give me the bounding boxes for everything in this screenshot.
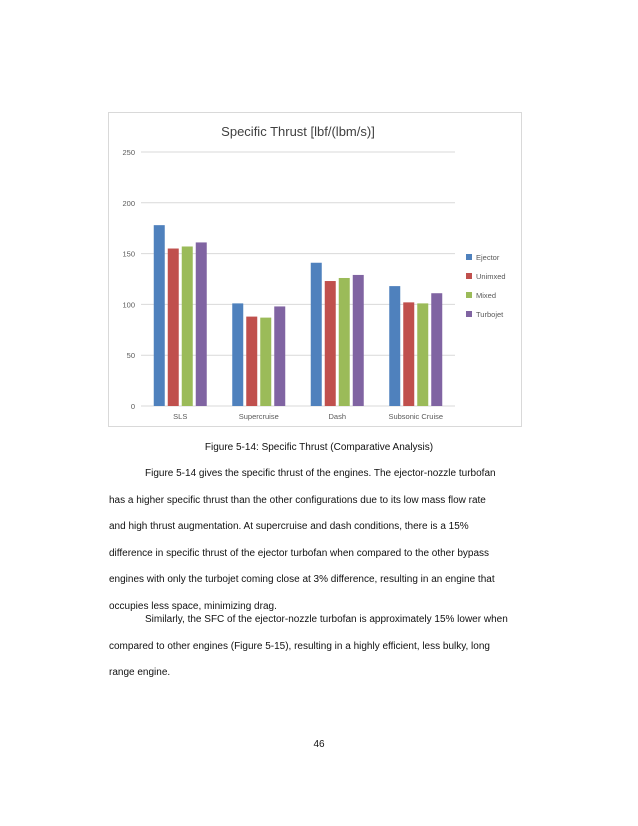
- bar-unimxed-sls: [168, 249, 179, 406]
- y-tick-label: 200: [122, 198, 135, 208]
- paragraph-line: Similarly, the SFC of the ejector-nozzle turbofan is approximately 15% lower when: [145, 614, 508, 625]
- bar-mixed-subsonic-cruise: [417, 303, 428, 406]
- paragraph-1: [109, 461, 529, 620]
- x-tick-label: Dash: [328, 412, 347, 421]
- paragraph-line: compared to other engines (Figure 5-15), resulting in a highly efficient, less bulky, long: [109, 640, 490, 652]
- legend-label: Ejector: [476, 253, 500, 262]
- bar-turbojet-dash: [353, 275, 364, 406]
- x-tick-label: SLS: [173, 412, 188, 421]
- y-tick-label: 250: [122, 148, 135, 157]
- bar-mixed-supercruise: [260, 318, 271, 406]
- legend-label: Mixed: [476, 291, 497, 300]
- legend-label: Unimxed: [476, 272, 506, 281]
- bar-ejector-supercruise: [232, 303, 243, 406]
- bar-turbojet-subsonic-cruise: [431, 293, 442, 406]
- paragraph-line: Figure 5-14 gives the specific thrust of the engines. The ejector-nozzle turbofan: [145, 468, 496, 479]
- bar-mixed-sls: [182, 246, 193, 406]
- bar-ejector-sls: [154, 225, 165, 406]
- bar-unimxed-subsonic-cruise: [403, 302, 414, 406]
- bar-ejector-subsonic-cruise: [389, 286, 400, 406]
- paragraph-2: [109, 607, 529, 687]
- figure-caption: Figure 5-14: Specific Thrust (Comparative Analysis): [204, 442, 434, 453]
- legend-swatch: [466, 273, 472, 279]
- paragraph-line: and high thrust augmentation. At supercruise and dash conditions, there is a 15%: [109, 521, 469, 532]
- y-tick-label: 0: [130, 402, 135, 411]
- y-tick-label: 50: [126, 351, 135, 361]
- paragraph-line: occupies less space, minimizing drag.: [109, 600, 277, 612]
- chart-frame: [108, 112, 522, 427]
- legend-swatch: [466, 311, 472, 317]
- paragraph-line: has a higher specific thrust than the other configurations due to its low mass flow rate: [109, 494, 486, 506]
- bar-ejector-dash: [311, 263, 322, 406]
- legend-label: Turbojet: [476, 310, 504, 319]
- paragraph-line: range engine.: [109, 667, 171, 678]
- page-number: 46: [313, 739, 325, 750]
- paragraph-line: engines with only the turbojet coming close at 3% difference, resulting in an engine that: [109, 574, 495, 585]
- legend-swatch: [466, 292, 472, 298]
- specific-thrust-chart: [109, 113, 523, 428]
- bar-unimxed-supercruise: [246, 317, 257, 406]
- paragraph-line: difference in specific thrust of the ejector turbofan when compared to the other bypass: [109, 547, 490, 559]
- y-tick-label: 150: [122, 249, 135, 259]
- x-tick-label: Subsonic Cruise: [388, 412, 444, 421]
- bar-turbojet-sls: [196, 242, 207, 406]
- bar-turbojet-supercruise: [274, 306, 285, 406]
- bar-mixed-dash: [339, 278, 350, 406]
- y-tick-label: 100: [122, 300, 135, 310]
- x-tick-label: Supercruise: [238, 412, 279, 421]
- legend-swatch: [466, 254, 472, 260]
- chart-title: Specific Thrust [lbf/(lbm/s)]: [221, 124, 375, 139]
- bar-unimxed-dash: [325, 281, 336, 406]
